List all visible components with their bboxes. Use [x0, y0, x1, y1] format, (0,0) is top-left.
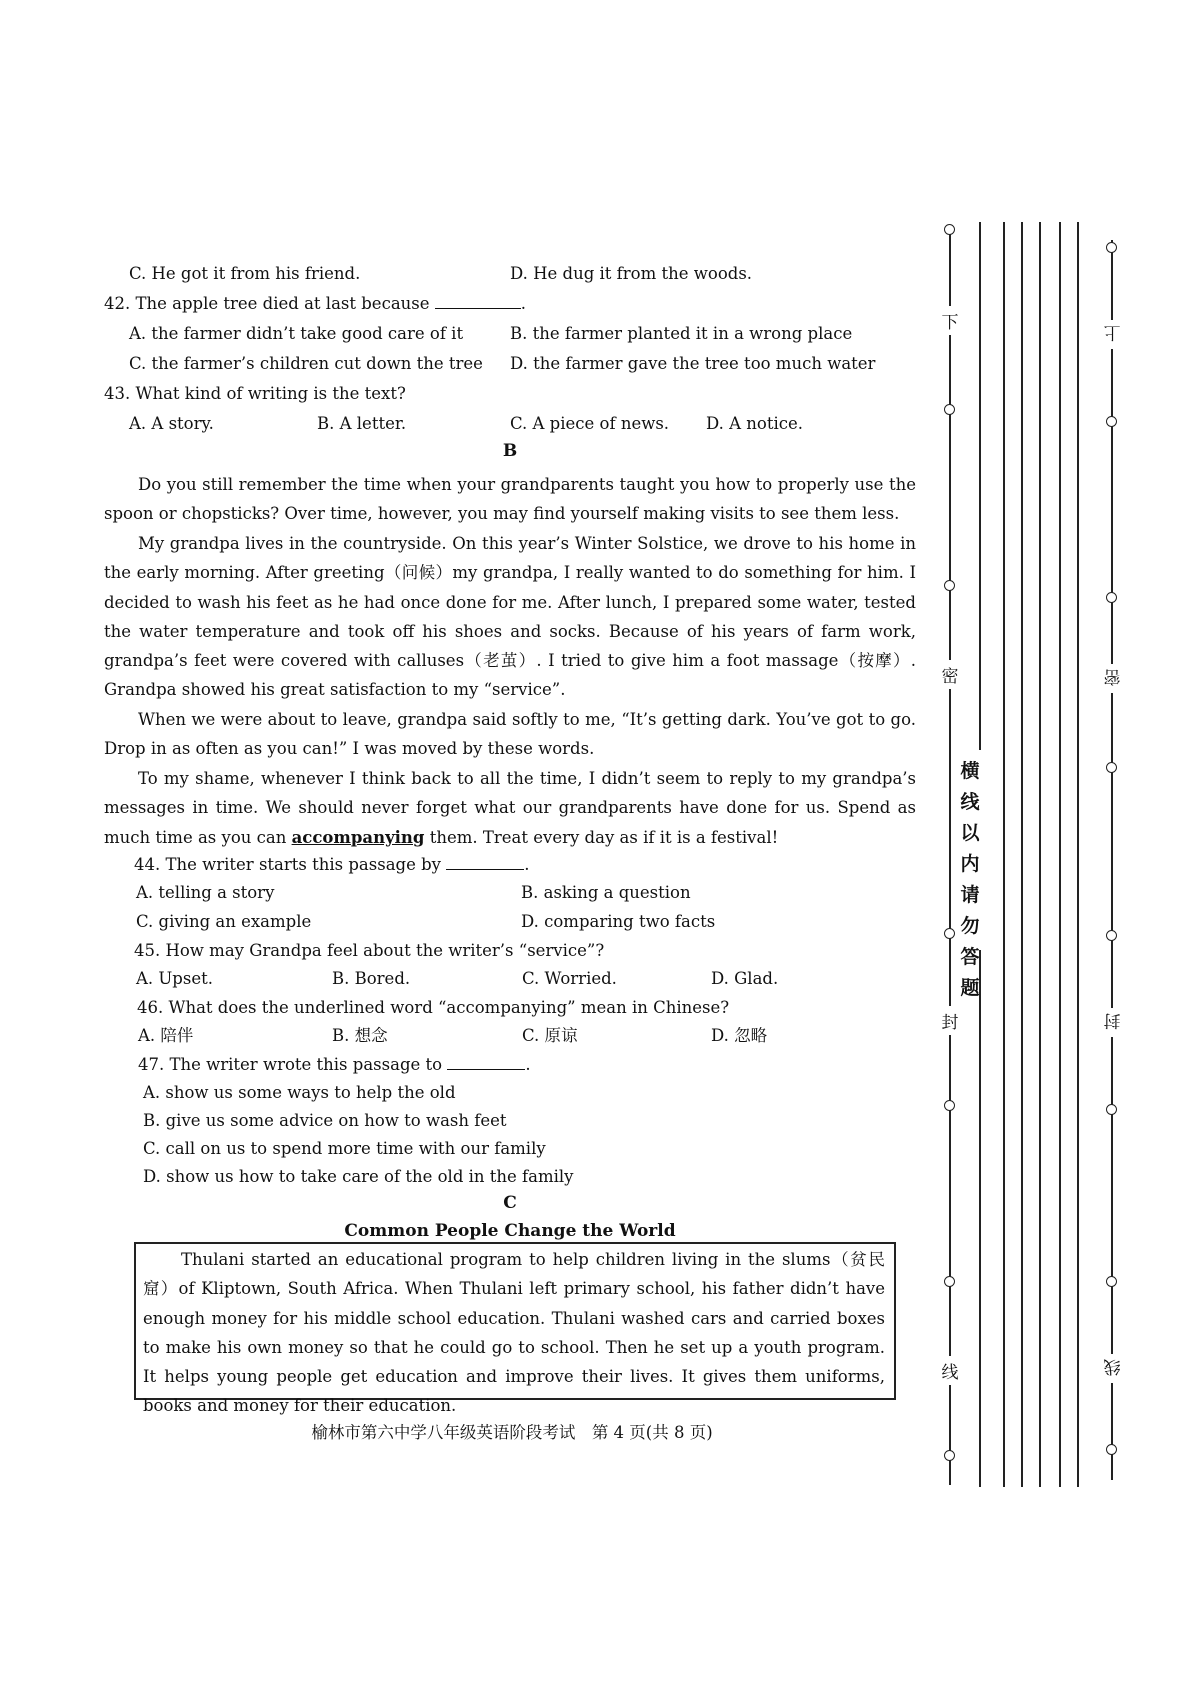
q44-answer-blank [446, 855, 524, 870]
q47-option-b: B. give us some advice on how to wash feet [143, 1111, 507, 1130]
q43-stem: 43. What kind of writing is the text? [104, 384, 406, 403]
binding-char-left-4: 线 [940, 1356, 960, 1385]
q42-option-b: B. the farmer planted it in a wrong place [510, 324, 853, 343]
q44-option-a: A. telling a story [136, 883, 275, 902]
binding-char-right-2: 密 [1102, 664, 1122, 693]
q44-stem-end: . [524, 855, 530, 874]
q46-option-a: A. 陪伴 [138, 1026, 194, 1045]
q46-stem: 46. What does the underlined word “accompanying” mean in Chinese? [137, 998, 730, 1017]
q46-option-b: B. 想念 [332, 1026, 388, 1045]
binding-char-left-2: 密 [940, 660, 960, 689]
q45-option-d: D. Glad. [711, 969, 779, 988]
q42-option-d: D. the farmer gave the tree too much water [510, 354, 876, 373]
binding-char-left-1: 下 [940, 306, 960, 335]
q42-stem-end: . [520, 294, 527, 313]
binding-char-right-1: 上 [1102, 320, 1122, 349]
binding-note: 横线以内请勿答题 [960, 760, 980, 999]
q47-stem-text: 47. The writer wrote this passage to [138, 1055, 443, 1074]
q44-stem [134, 855, 529, 875]
q41-option-c: C. He got it from his friend. [129, 264, 361, 283]
q42-answer-blank [435, 294, 521, 309]
q44-option-d: D. comparing two facts [521, 912, 716, 931]
q41-option-d: D. He dug it from the woods. [510, 264, 753, 283]
q46-option-d: D. 忽略 [711, 1026, 768, 1045]
q43-option-b: B. A letter. [317, 414, 407, 433]
underlined-word: accompanying [291, 827, 425, 847]
q44-option-b: B. asking a question [521, 883, 691, 902]
q42-stem-text: 42. The apple tree died at last because [104, 294, 430, 313]
q45-option-b: B. Bored. [332, 969, 411, 988]
q47-answer-blank [447, 1055, 525, 1070]
q43-option-d: D. A notice. [706, 414, 804, 433]
binding-char-left-3: 封 [940, 1006, 960, 1035]
section-b-heading: B [502, 441, 518, 461]
section-c-box-text: Thulani started an educational program to help children living in the slums（贫民窟）of Kliptown, South Africa. When Thulani left primary school, his father didn’t have enough money for his middle school education. Thulani washed cars and carried boxes to make his own money so that he could go to school. Then he set up a youth program. It helps young people get education and improve their lives. It gives them uniforms, books and money for their education. [143, 1250, 885, 1416]
q42-option-c: C. the farmer’s children cut down the tree [129, 354, 483, 373]
q46-option-c: C. 原谅 [522, 1026, 578, 1045]
q45-option-c: C. Worried. [522, 969, 617, 988]
paragraph-4-text: To my shame, whenever I think back to all the time, I didn’t seem to reply to my grandpa’s messages in time. We should never forget what our grandparents have done for us. Spend as much time as you can [104, 769, 916, 847]
q47-option-c: C. call on us to spend more time with our family [143, 1139, 546, 1158]
q44-stem-text: 44. The writer starts this passage by [134, 855, 441, 874]
section-c-heading: C [503, 1193, 517, 1213]
section-c-title: Common People Change the World [344, 1221, 676, 1241]
paragraph-4-end: them. Treat every day as if it is a festival! [429, 827, 779, 847]
section-b-paragraph-4 [104, 764, 916, 852]
q47-stem [138, 1055, 531, 1075]
q44-option-c: C. giving an example [136, 912, 312, 931]
section-b-paragraph-1: Do you still remember the time when your grandparents taught you how to properly use the spoon or chopsticks? Over time, however, you may find yourself making visits to see them less. [104, 475, 916, 524]
q45-option-a: A. Upset. [136, 969, 213, 988]
section-b-paragraph-3: When we were about to leave, grandpa said softly to me, “It’s getting dark. You’ve got to go. Drop in as often as you can!” I was moved by these words. [104, 710, 916, 759]
q42-option-a: A. the farmer didn’t take good care of it [129, 324, 464, 343]
page-footer: 榆林市第六中学八年级英语阶段考试 第 4 页(共 8 页) [311, 1423, 713, 1442]
binding-char-right-3: 封 [1102, 1008, 1122, 1037]
q43-option-c: C. A piece of news. [510, 414, 670, 433]
q47-stem-end: . [525, 1055, 531, 1074]
q47-option-a: A. show us some ways to help the old [143, 1083, 456, 1102]
q43-option-a: A. A story. [129, 414, 214, 433]
q42-stem [104, 294, 526, 314]
binding-char-right-4: 线 [1102, 1354, 1122, 1383]
q45-stem: 45. How may Grandpa feel about the writer’s “service”? [134, 941, 605, 960]
section-b-paragraph-2: My grandpa lives in the countryside. On this year’s Winter Solstice, we drove to his home in the early morning. After greeting（问候）my grandpa, I really wanted to do something for him. I decided to wash his feet as he had once done for me. After lunch, I prepared some water, tested the water temperature and took off his shoes and socks. Because of his years of farm work, grandpa’s feet were covered with calluses（老茧）. I tried to give him a foot massage（按摩）. Grandpa showed his great satisfaction to my “service”. [104, 534, 916, 700]
q47-option-d: D. show us how to take care of the old in the family [143, 1167, 574, 1186]
